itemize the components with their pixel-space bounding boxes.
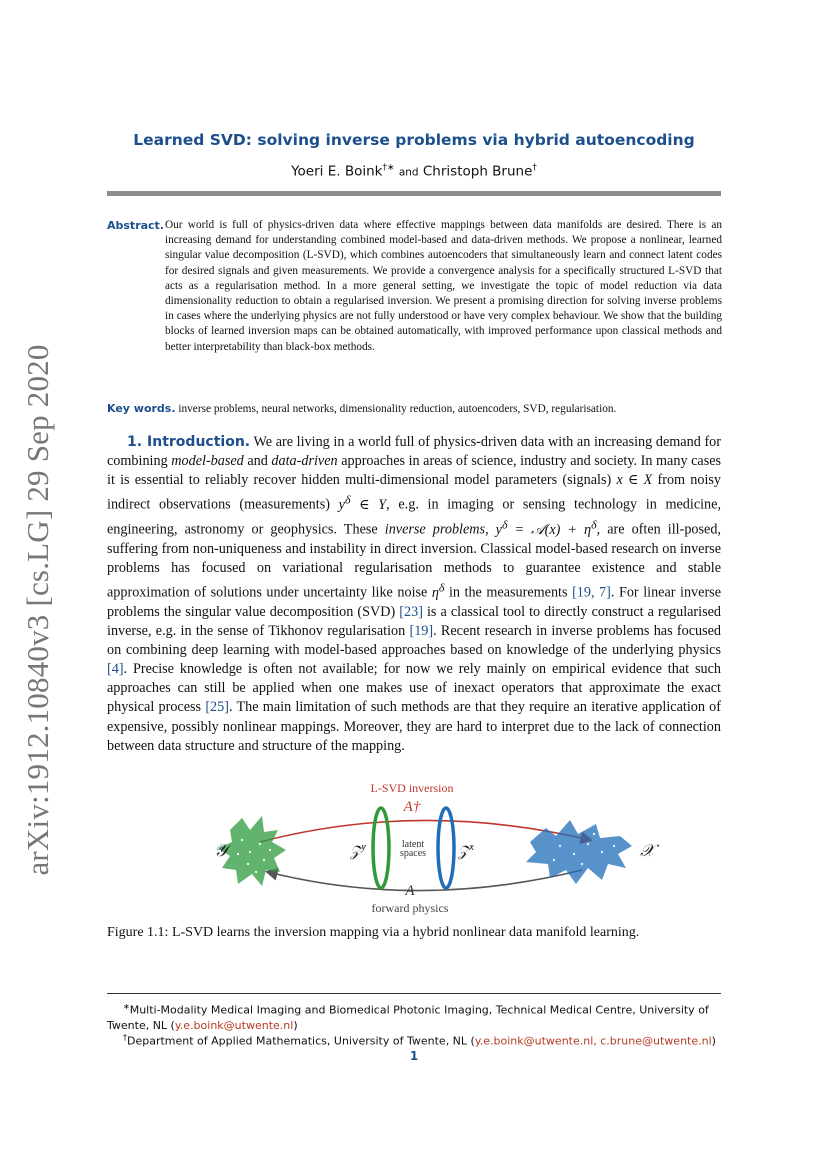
- arxiv-sidebar-stamp: arXiv:1912.10840v3 [cs.LG] 29 Sep 2020: [20, 344, 55, 876]
- intro-text: approaches in areas of science, industry and society. In many cases it is essential to reliably recover hidden multi-dimensional model parameters (signals): [107, 453, 722, 489]
- intro-text: . The main limitation of such methods are that they require an iterative application of expensive, possibly nonlinear mappings. Moreover, they are hard to interpret due to the lack of connection between data structure and structure of the mapping.: [107, 699, 722, 754]
- page-number: 1: [409, 1049, 419, 1063]
- math-inline: $y^\delta$ ∈ Y: [338, 492, 387, 514]
- latent-y-label: 𝒵$^y$: [350, 842, 366, 860]
- citation-link[interactable]: [4]: [107, 661, 124, 678]
- signal-manifold-y: [218, 816, 286, 886]
- latent-caption-2: spaces: [399, 848, 427, 859]
- intro-text: from noisy indirect observations (measurements): [107, 472, 722, 514]
- intro-emph: data-driven: [271, 453, 338, 470]
- author-2: Christoph Brune: [422, 163, 533, 180]
- measurement-space-label: 𝒴: [214, 841, 228, 860]
- figure-caption: Figure 1.1: L-SVD learns the inversion mapping via a hybrid nonlinear data manifold learning.: [107, 925, 640, 940]
- title-rule: [107, 191, 721, 196]
- section-heading: 1. Introduction.: [127, 434, 251, 450]
- email-link[interactable]: y.e.boink@utwente.nl, c.brune@utwente.nl: [474, 1034, 712, 1048]
- signal-space-label: 𝒳: [640, 841, 655, 860]
- intro-text: . Precise knowledge is often not available; for now we rely mainly on empirical evidence that such approaches can still be applied when one makes use of inexact operators that approximate the exact physical process: [107, 661, 721, 716]
- abstract-text: Our world is full of physics-driven data where effective mappings between data manifolds are desired. There is an increasing demand for understanding combined model-based and data-driven methods. We propose a nonlinear, learned singular value decomposition (L-SVD), which combines autoencoders that simultaneously learn and connect latent codes for desired signals and given measurements. We provide a convergence analysis for a specifically structured L-SVD that acts as a regularisation method. In a more general setting, we investigate the topic of model reduction via data dimensionality reduction to obtain a regularised inversion. We present a promising direction for solving inverse problems in cases where the underlying physics are not fully understood or have very complex behaviour. We show that the building blocks of learned inversion maps can be obtained automatically, with improved performance upon classical methods and better interpretability than black-box methods.: [165, 219, 722, 353]
- author-line: [0, 163, 828, 180]
- keywords: [107, 402, 616, 415]
- math-inline: x ∈ X: [616, 472, 653, 489]
- paper-title: Learned SVD: solving inverse problems via hybrid autoencoding: [133, 131, 695, 149]
- intro-text: and: [247, 453, 268, 470]
- latent-caption-1: latent: [401, 839, 425, 850]
- abstract-label: Abstract.: [107, 219, 164, 232]
- author-1: Yoeri E. Boink: [291, 163, 383, 180]
- intro-emph: inverse problems: [384, 521, 486, 538]
- intro-text: . For linear inverse problems the singular value decomposition (SVD): [107, 584, 721, 620]
- math-inline: $\eta^\delta$: [431, 580, 445, 601]
- email-link[interactable]: y.e.boink@utwente.nl: [174, 1019, 294, 1033]
- forward-arrow: [268, 870, 582, 891]
- footnote-1: ∗Multi-Modality Medical Imaging and Biomedical Photonic Imaging, Technical Medical Centre, University of Twente, NL (y.e.boink@utwente.nl): [107, 1002, 709, 1033]
- footnote-rule: [107, 993, 721, 994]
- bottom-label: forward physics: [371, 901, 449, 915]
- keywords-text: inverse problems, neural networks, dimensionality reduction, autoencoders, SVD, regularisation.: [178, 403, 617, 415]
- inverse-operator-label: A†: [403, 799, 421, 815]
- intro-text: . Recent research in inverse problems has focused on combining deep learning with model-based approaches based on knowledge of the underlying physics: [107, 623, 721, 659]
- footnote-2: †Department of Applied Mathematics, University of Twente, NL (y.e.boink@utwente.nl, c.brune@utwente.nl): [123, 1033, 716, 1048]
- lsvd-figure: [190, 780, 670, 920]
- top-label: L-SVD inversion: [370, 781, 454, 795]
- citation-link[interactable]: [19, 7]: [572, 584, 611, 601]
- latent-space-y: [373, 808, 389, 888]
- author-2-marks: †: [532, 163, 537, 173]
- citation-link[interactable]: [25]: [205, 699, 229, 716]
- latent-x-label: 𝒵$^x$: [458, 842, 474, 860]
- intro-text: in the measurements: [448, 584, 568, 601]
- intro-text: is a classical tool to directly construct a regularised inverse, e.g. in the sense of Tikhonov regularisation: [107, 603, 722, 640]
- author-1-marks: †∗: [382, 163, 395, 173]
- math-inline: $y^\delta$ = 𝒜(x) + $\eta^\delta$: [495, 517, 597, 538]
- intro-text: , e.g. in imaging or sensing technology in medicine, engineering, astronomy or geophysics. These: [107, 497, 721, 538]
- intro-text: , are often ill-posed, suffering from non-uniqueness and instability in direct inversion. Classical model-based research on inverse problems has focused on variational regularisation methods to guarantee existence and stable approximation of solutions under uncertainty like noise: [107, 521, 721, 601]
- intro-text: We are living in a world full of physics-driven data with an increasing demand for combining: [107, 434, 721, 470]
- citation-link[interactable]: [19]: [409, 623, 434, 640]
- citation-link[interactable]: [23]: [399, 603, 423, 620]
- keywords-label: Key words.: [107, 402, 176, 415]
- author-conjunction: and: [398, 166, 419, 179]
- forward-operator-label: A: [405, 883, 415, 899]
- intro-emph: model-based: [171, 453, 244, 470]
- introduction-paragraph: 1. Introduction. We are living in a world full of physics-driven data with an increasing demand for combining model-based and data-driven approaches in areas of science, industry and society. In many cases it is essential to reliably recover hidden multi-dimensional model parameters (signals) x ∈ X from noisy indirect observations (measurements) $y^\delta$ ∈ Y, e.g. in imaging or sensing technology in medicine, engineering, astronomy or geophysics. These inverse problems, $y^\delta$ = 𝒜(x) + $\eta^\delta$, are often ill-posed, suffering from non-uniqueness and instability in direct inversion. Classical model-based research on inverse problems has focused on variational regularisation methods to guarantee existence and stable approximation of solutions under uncertainty like noise $\eta^\delta$ in the measurements [19, 7]. For linear inverse problems the singular value decomposition (SVD) [23] is a classical tool to directly construct a regularised inverse, e.g. in the sense of Tikhonov regularisation [19]. Recent research in inverse problems has focused on combining deep learning with model-based approaches based on knowledge of the underlying physics [4]. Precise knowledge is often not available; for now we rely mainly on empirical evidence that such approaches can still be applied when one makes use of inexact operators that approximate the exact physical process [25]. The main limitation of such methods are that they require an iterative application of expensive, possibly nonlinear mappings. Moreover, they are hard to interpret due to the lack of connection between data structure and structure of the mapping.: [107, 434, 722, 754]
